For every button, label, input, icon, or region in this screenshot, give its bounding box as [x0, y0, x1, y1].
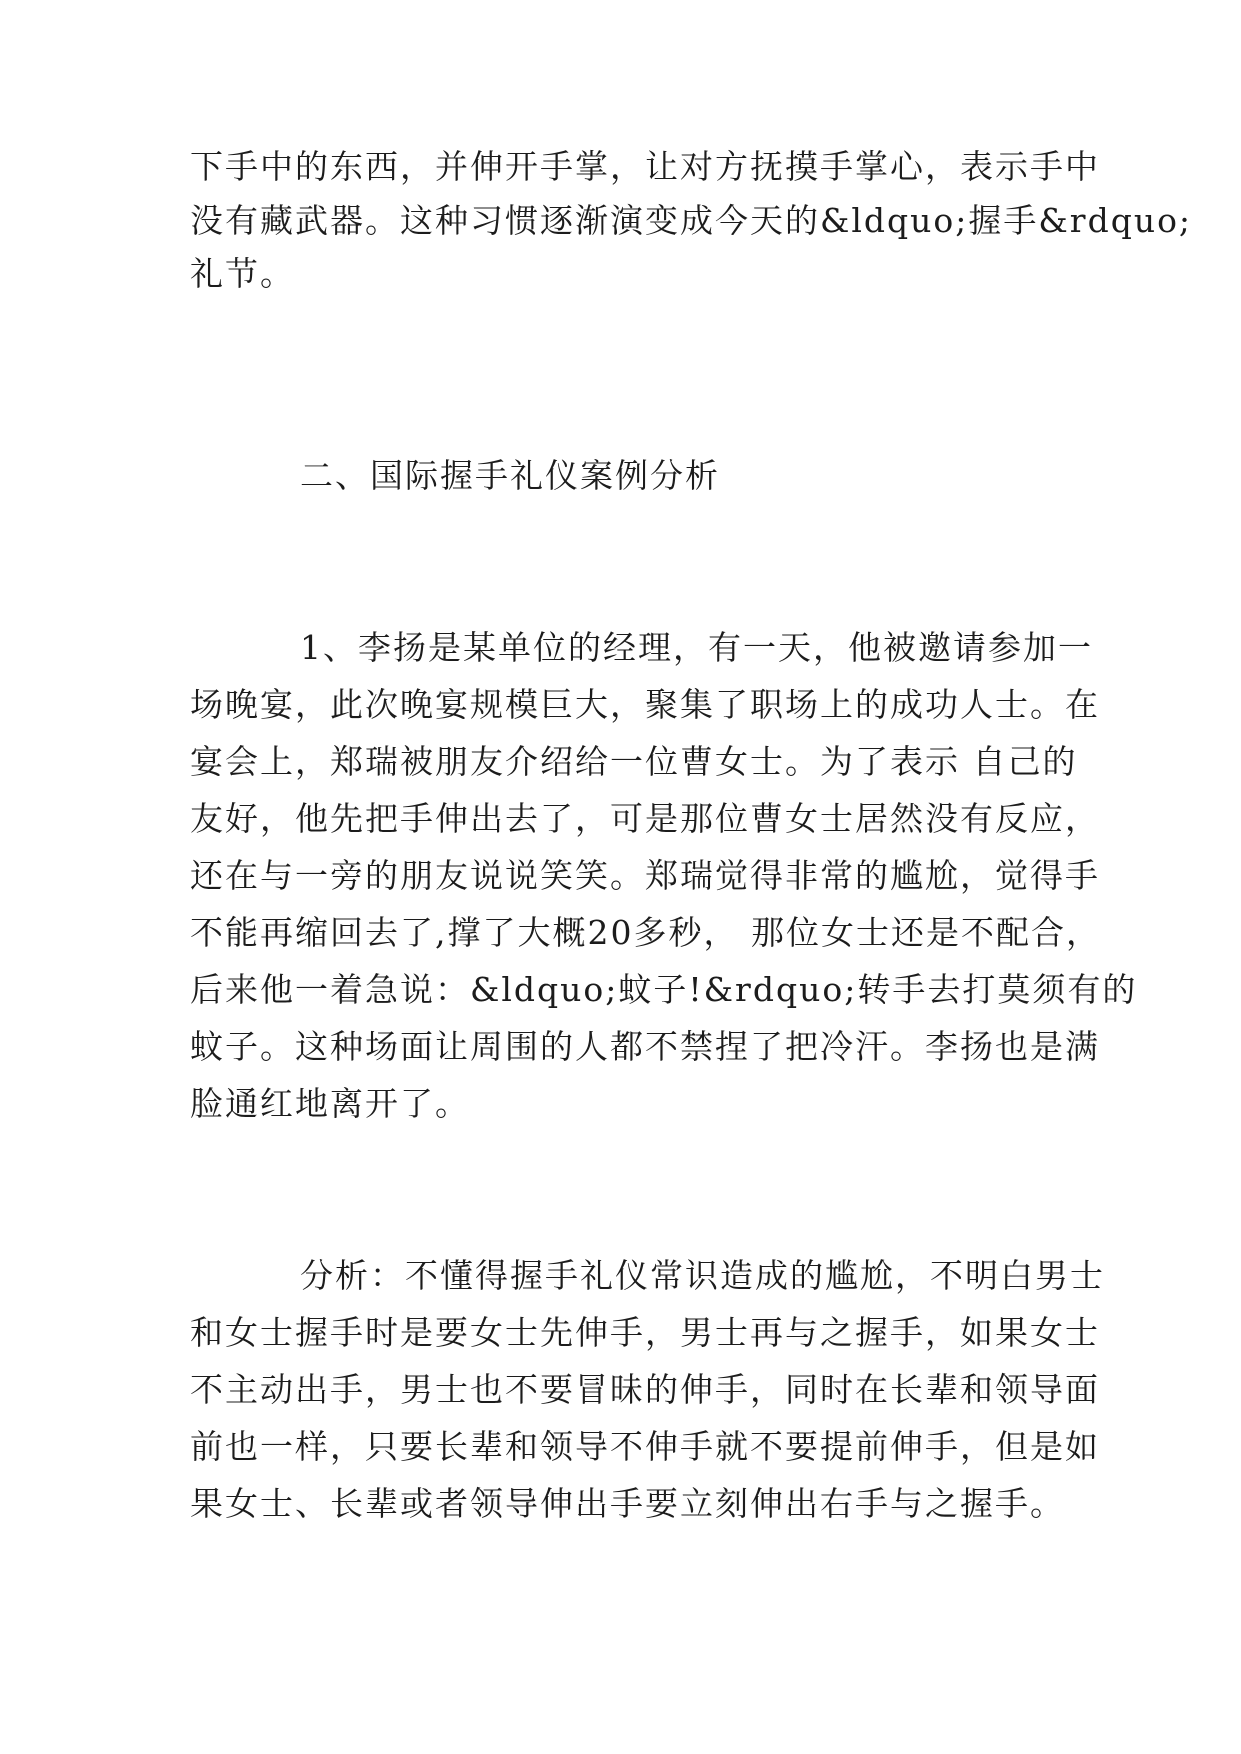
case1-line-5: 还在与一旁的朋友说说笑笑。郑瑞觉得非常的尴尬，觉得手	[190, 856, 1100, 895]
analysis-line-4: 前也一样，只要长辈和领导不伸手就不要提前伸手，但是如	[190, 1427, 1100, 1466]
analysis-line-1: 分析：不懂得握手礼仪常识造成的尴尬，不明白男士	[300, 1256, 1105, 1295]
case1-line-8: 蚊子。这种场面让周围的人都不禁捏了把冷汗。李扬也是满	[190, 1027, 1100, 1066]
case1-line-7: 后来他一着急说：&ldquo;蚊子!&rdquo;转手去打莫须有的	[190, 970, 1138, 1009]
section-heading: 二、国际握手礼仪案例分析	[300, 456, 720, 495]
paragraph1-line-1: 下手中的东西，并伸开手掌，让对方抚摸手掌心，表示手中	[190, 147, 1100, 186]
case1-line-6: 不能再缩回去了,撑了大概20多秒， 那位女士还是不配合，	[190, 913, 1101, 952]
paragraph1-line-2: 没有藏武器。这种习惯逐渐演变成今天的&ldquo;握手&rdquo;	[190, 201, 1193, 240]
analysis-line-3: 不主动出手，男士也不要冒昧的伸手，同时在长辈和领导面	[190, 1370, 1100, 1409]
analysis-line-5: 果女士、长辈或者领导伸出手要立刻伸出右手与之握手。	[190, 1484, 1065, 1523]
case1-line-2: 场晚宴，此次晚宴规模巨大，聚集了职场上的成功人士。在	[190, 685, 1100, 724]
analysis-line-2: 和女士握手时是要女士先伸手，男士再与之握手，如果女士	[190, 1313, 1100, 1352]
case1-line-3: 宴会上，郑瑞被朋友介绍给一位曹女士。为了表示 自己的	[190, 742, 1078, 781]
paragraph1-line-3: 礼节。	[190, 254, 295, 293]
case1-line-1: 1、李扬是某单位的经理，有一天，他被邀请参加一	[300, 628, 1093, 667]
case1-line-4: 友好，他先把手伸出去了，可是那位曹女士居然没有反应，	[190, 799, 1100, 838]
case1-line-9: 脸通红地离开了。	[190, 1084, 470, 1123]
